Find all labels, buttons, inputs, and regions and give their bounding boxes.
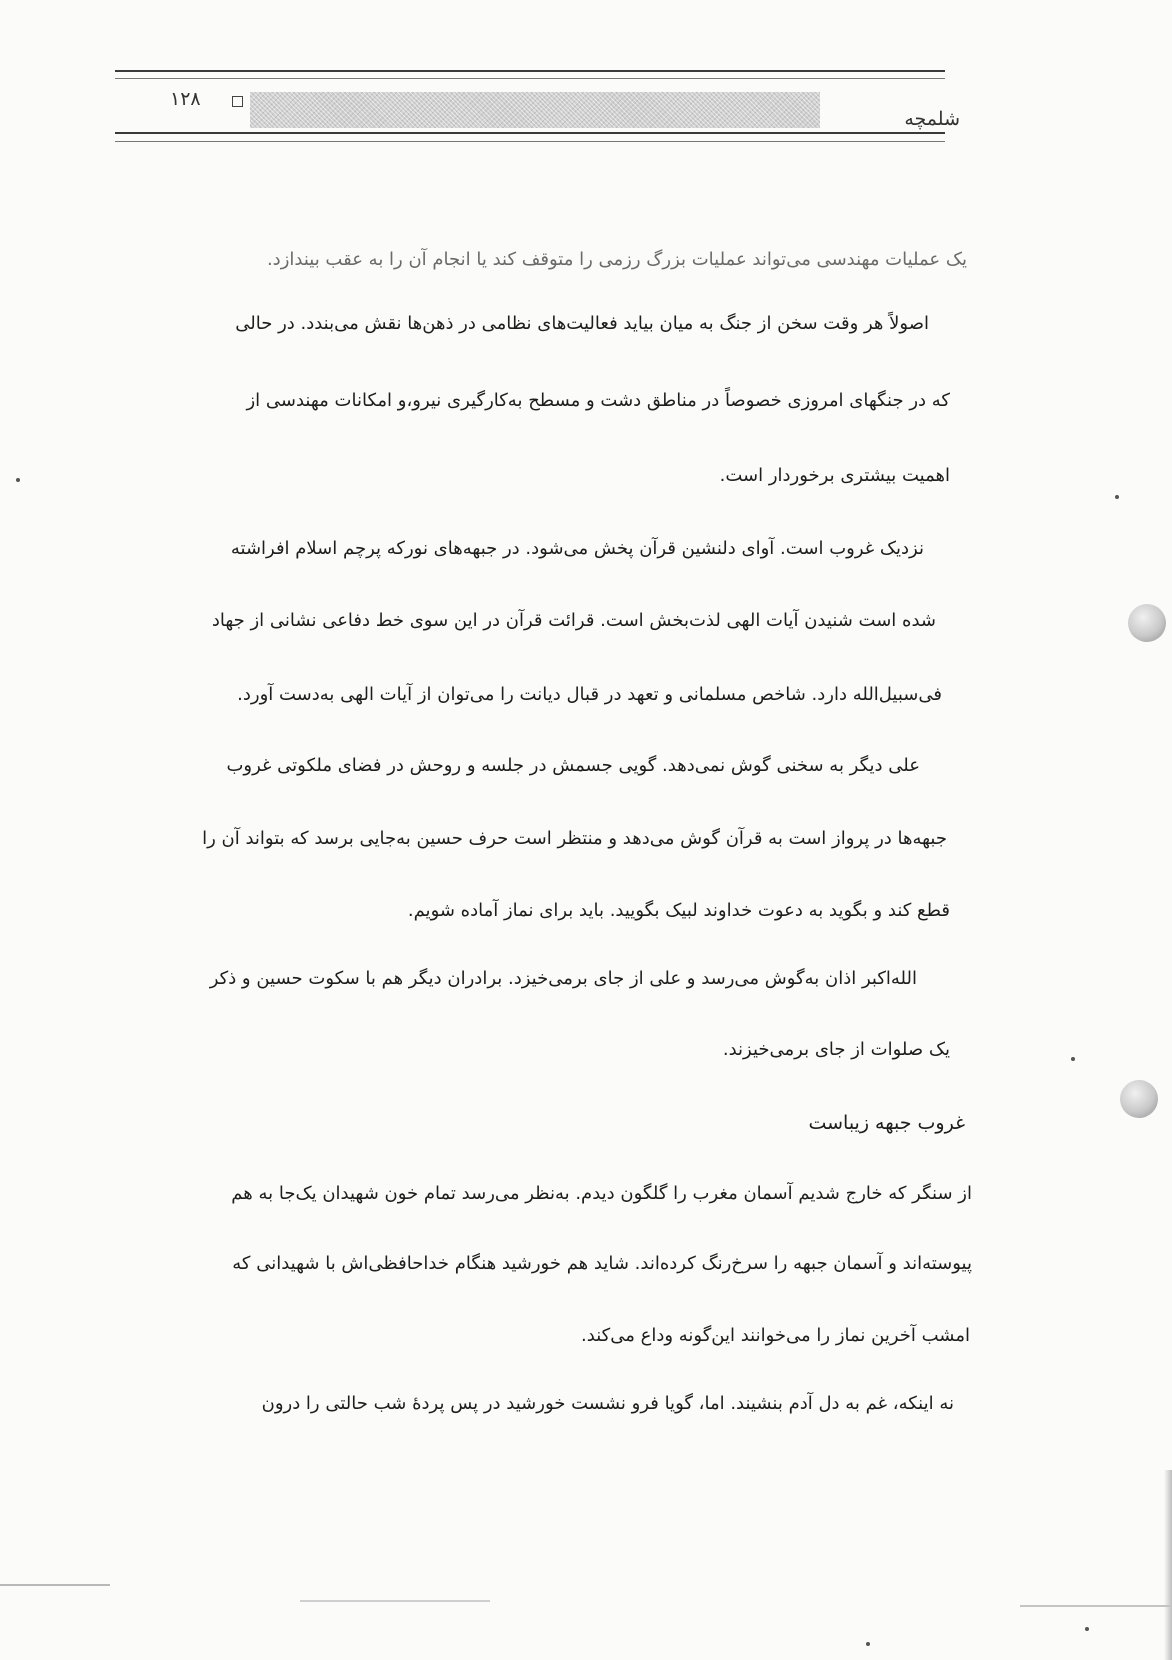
scan-speck	[1085, 1627, 1089, 1631]
running-title: شلمچه	[904, 108, 960, 130]
scan-speck	[1115, 495, 1119, 499]
header-pattern-band	[250, 92, 820, 128]
header-rule-top	[115, 70, 945, 72]
scan-speck	[1071, 1057, 1075, 1061]
text-line: اهمیت بیشتری برخوردار است.	[719, 465, 950, 486]
page-number: ۱۲۸	[170, 88, 201, 110]
text-line: اصولاً هر وقت سخن از جنگ به میان بیاید فعالیت‌های نظامی در ذهن‌ها نقش می‌بندد. در حالی	[235, 313, 929, 334]
text-line: شده است شنیدن آیات الهی لذت‌بخش است. قرائت قرآن در این سوی خط دفاعی نشانی از جهاد	[211, 610, 936, 631]
scan-smudge	[1020, 1605, 1170, 1607]
text-line: نه اینکه، غم به دل آدم بنشیند. اما، گویا فرو نشست خورشید در پس پردهٔ شب حالتی را درون	[261, 1393, 954, 1414]
header-rule-bottom	[115, 132, 945, 134]
text-line: یک صلوات از جای برمی‌خیزند.	[722, 1039, 950, 1060]
text-line: فی‌سبیل‌الله دارد. شاخص مسلمانی و تعهد در قبال دیانت را می‌توان از آیات الهی به‌دست آورد.	[237, 684, 942, 705]
scan-smudge	[300, 1600, 490, 1602]
section-heading: غروب جبهه زیباست	[808, 1112, 965, 1134]
scan-speck	[866, 1642, 870, 1646]
binder-punch-hole	[1120, 1080, 1158, 1118]
text-line: پیوسته‌اند و آسمان جبهه را سرخ‌رنگ کرده‌اند. شاید هم خورشید هنگام خداحافظی‌اش با شهیدانی که	[232, 1253, 972, 1274]
text-line: الله‌اکبر اذان به‌گوش می‌رسد و علی از جای برمی‌خیزد. برادران دیگر هم با سکوت حسین و ذکر	[209, 968, 917, 989]
header-square-icon	[232, 96, 243, 107]
text-line: جبهه‌ها در پرواز است به قرآن گوش می‌دهد و منتظر است حرف حسین به‌جایی برسد که بتواند آن را	[202, 828, 947, 849]
scan-smudge	[0, 1584, 110, 1586]
text-line: یک عملیات مهندسی می‌تواند عملیات بزرگ رزمی را متوقف کند یا انجام آن را به عقب بیندازد.	[266, 249, 967, 270]
scan-speck	[16, 478, 20, 482]
text-line: نزدیک غروب است. آوای دلنشین قرآن پخش می‌شود. در جبهه‌های نورکه پرچم اسلام افراشته	[230, 538, 924, 559]
text-line: قطع کند و بگوید به دعوت خداوند لبیک بگویید. باید برای نماز آماده شویم.	[407, 900, 950, 921]
scan-right-edge	[1164, 1470, 1172, 1660]
text-line: علی دیگر به سخنی گوش نمی‌دهد. گویی جسمش در جلسه و روحش در فضای ملکوتی غروب	[226, 755, 920, 776]
text-line: امشب آخرین نماز را می‌خوانند این‌گونه وداع می‌کند.	[581, 1325, 970, 1346]
header-rule-bottom-thin	[115, 141, 945, 142]
text-line: که در جنگهای امروزی خصوصاً در مناطق دشت و مسطح به‌کارگیری نیرو،و امکانات مهندسی از	[246, 390, 950, 411]
binder-punch-hole	[1128, 604, 1166, 642]
header-rule-top-thin	[115, 78, 945, 79]
text-line: از سنگر که خارج شدیم آسمان مغرب را گلگون دیدم. به‌نظر می‌رسد تمام خون شهیدان یک‌جا به هم	[231, 1183, 972, 1204]
